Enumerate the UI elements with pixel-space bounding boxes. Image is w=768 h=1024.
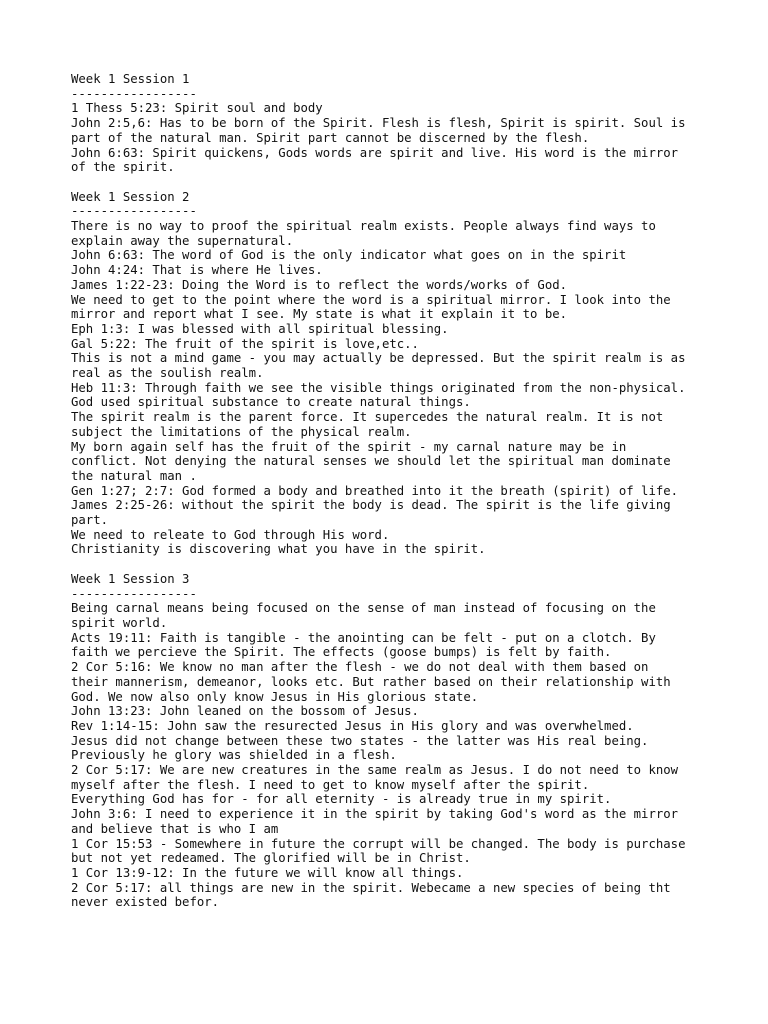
note-line: mirror and report what I see. My state is what it explain it to be. bbox=[71, 307, 568, 322]
note-line: 1 Thess 5:23: Spirit soul and body bbox=[71, 101, 323, 116]
session-2 bbox=[71, 190, 711, 558]
note-line: Everything God has for - for all eternity - is already true in my spirit. bbox=[71, 792, 612, 807]
note-line: part of the natural man. Spirit part cannot be discerned by the flesh. bbox=[71, 130, 590, 145]
note-line: John 2:5,6: Has to be born of the Spirit. Flesh is flesh, Spirit is spirit. Soul is bbox=[71, 116, 686, 131]
note-line: We need to get to the point where the word is a spiritual mirror. I look into the bbox=[71, 292, 671, 307]
note-line: faith we percieve the Spirit. The effects (goose bumps) is felt by faith. bbox=[71, 645, 612, 660]
note-line: real as the soulish realm. bbox=[71, 366, 264, 381]
note-line: 1 Cor 13:9-12: In the future we will know all things. bbox=[71, 865, 464, 880]
note-line: conflict. Not denying the natural senses we should let the spiritual man dominate bbox=[71, 454, 671, 469]
session-rule: ----------------- bbox=[71, 204, 197, 219]
note-line: John 13:23: John leaned on the bossom of Jesus. bbox=[71, 704, 419, 719]
note-line: their mannerism, demeanor, looks etc. But rather based on their relationship with bbox=[71, 674, 671, 689]
note-line: 2 Cor 5:17: all things are new in the spirit. Webecame a new species of being tht bbox=[71, 880, 671, 895]
note-line: God used spiritual substance to create natural things. bbox=[71, 395, 471, 410]
session-1 bbox=[71, 72, 711, 175]
note-line: Previously he glory was shielded in a flesh. bbox=[71, 748, 397, 763]
note-line: subject the limitations of the physical realm. bbox=[71, 424, 412, 439]
note-line: Rev 1:14-15: John saw the resurected Jesus in His glory and was overwhelmed. bbox=[71, 718, 634, 733]
note-line: Gal 5:22: The fruit of the spirit is love,etc.. bbox=[71, 336, 419, 351]
note-line: spirit world. bbox=[71, 615, 168, 630]
note-line: Gen 1:27; 2:7: God formed a body and breathed into it the breath (spirit) of life. bbox=[71, 483, 679, 498]
note-line: James 2:25-26: without the spirit the body is dead. The spirit is the life giving bbox=[71, 498, 671, 513]
note-line: John 3:6: I need to experience it in the spirit by taking God's word as the mirror bbox=[71, 807, 679, 822]
note-line: John 4:24: That is where He lives. bbox=[71, 263, 323, 278]
note-line: and believe that is who I am bbox=[71, 821, 279, 836]
note-line: God. We now also only know Jesus in His glorious state. bbox=[71, 689, 479, 704]
note-line: the natural man . bbox=[71, 468, 197, 483]
note-line: Christianity is discovering what you have in the spirit. bbox=[71, 542, 486, 557]
note-line: part. bbox=[71, 513, 109, 528]
note-line: myself after the flesh. I need to get to know myself after the spirit. bbox=[71, 777, 590, 792]
note-line: but not yet redeamed. The glorified will be in Christ. bbox=[71, 851, 471, 866]
session-3 bbox=[71, 572, 711, 910]
note-line: My born again self has the fruit of the spirit - my carnal nature may be in bbox=[71, 439, 627, 454]
note-line: John 6:63: The word of God is the only indicator what goes on in the spirit bbox=[71, 248, 627, 263]
note-line: of the spirit. bbox=[71, 160, 175, 175]
note-line: Jesus did not change between these two states - the latter was His real being. bbox=[71, 733, 649, 748]
session-rule: ----------------- bbox=[71, 86, 197, 101]
note-line: 2 Cor 5:17: We are new creatures in the same realm as Jesus. I do not need to know bbox=[71, 763, 679, 778]
session-rule: ----------------- bbox=[71, 586, 197, 601]
note-line: Heb 11:3: Through faith we see the visible things originated from the non-physical. bbox=[71, 380, 686, 395]
session-title: Week 1 Session 3 bbox=[71, 571, 190, 586]
note-line: 1 Cor 15:53 - Somewhere in future the corrupt will be changed. The body is purchase bbox=[71, 836, 686, 851]
session-title: Week 1 Session 2 bbox=[71, 189, 190, 204]
note-line: Being carnal means being focused on the sense of man instead of focusing on the bbox=[71, 601, 656, 616]
note-line: John 6:63: Spirit quickens, Gods words are spirit and live. His word is the mirror bbox=[71, 145, 679, 160]
note-line: We need to releate to God through His word. bbox=[71, 527, 390, 542]
note-line: This is not a mind game - you may actually be depressed. But the spirit realm is as bbox=[71, 351, 686, 366]
session-title: Week 1 Session 1 bbox=[71, 72, 190, 86]
note-line: never existed befor. bbox=[71, 895, 220, 910]
note-line: The spirit realm is the parent force. It supercedes the natural realm. It is not bbox=[71, 410, 664, 425]
note-line: Eph 1:3: I was blessed with all spiritual blessing. bbox=[71, 321, 449, 336]
note-line: Acts 19:11: Faith is tangible - the anointing can be felt - put on a clotch. By bbox=[71, 630, 656, 645]
document-page bbox=[71, 72, 711, 910]
note-line: James 1:22-23: Doing the Word is to reflect the words/works of God. bbox=[71, 277, 568, 292]
note-line: explain away the supernatural. bbox=[71, 233, 294, 248]
note-line: 2 Cor 5:16: We know no man after the flesh - we do not deal with them based on bbox=[71, 660, 649, 675]
note-line: There is no way to proof the spiritual realm exists. People always find ways to bbox=[71, 219, 656, 234]
